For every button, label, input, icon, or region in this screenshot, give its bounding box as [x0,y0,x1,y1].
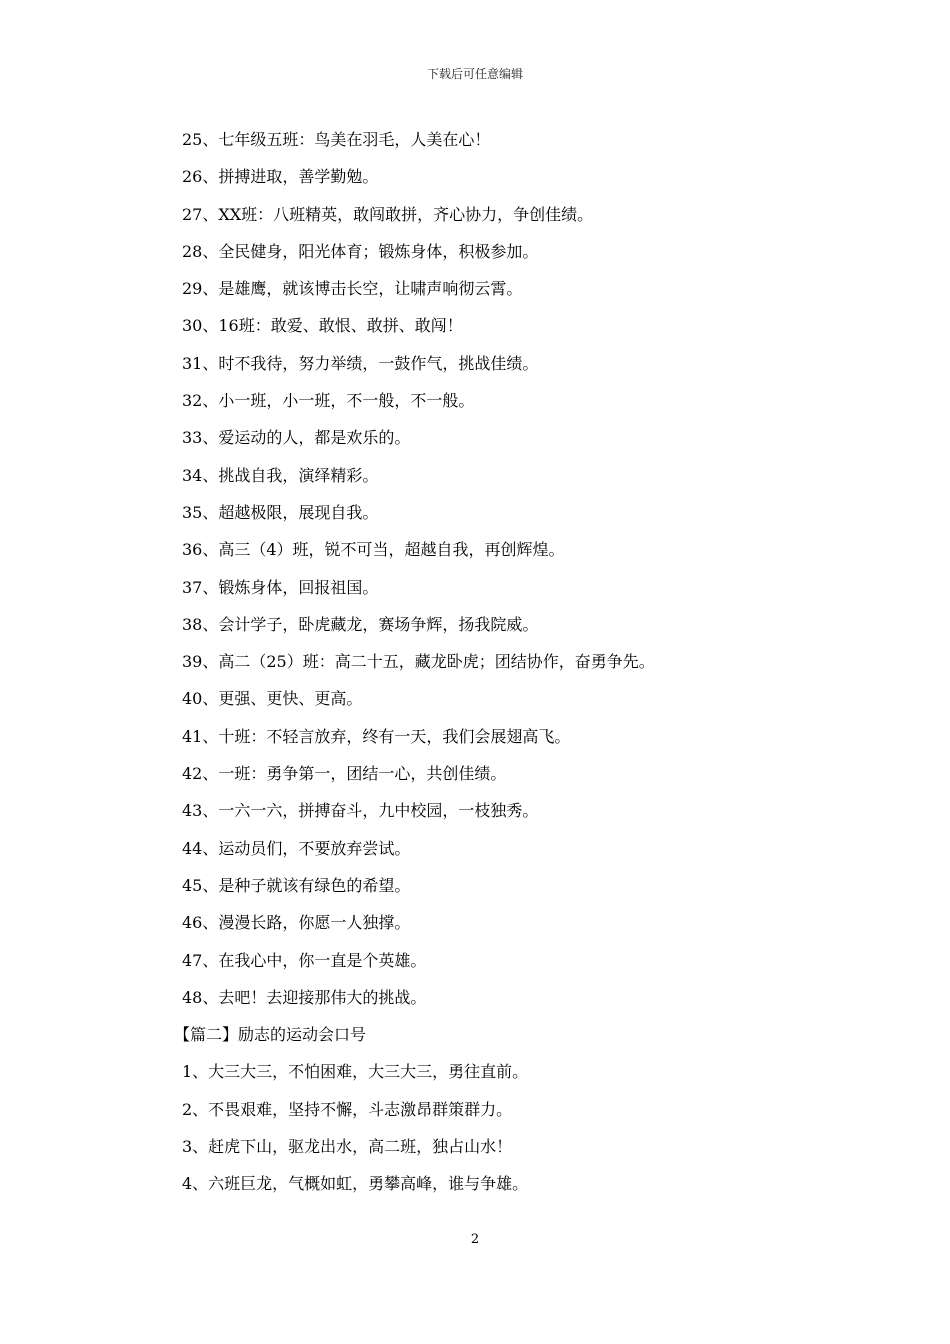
slogan-line: 25、七年级五班：鸟美在羽毛，人美在心！ [182,130,491,149]
slogan-line: 45、是种子就该有绿色的希望。 [182,875,411,895]
slogan-line: 37、锻炼身体，回报祖国。 [182,577,379,597]
document-body [174,121,902,1203]
slogan-line: 47、在我心中，你一直是个英雄。 [182,950,427,970]
slogan-line: 29、是雄鹰，就该博击长空，让啸声响彻云霄。 [182,279,523,299]
slogan-line: 46、漫漫长路，你愿一人独撑。 [182,913,411,933]
slogan-line: 35、超越极限，展现自我。 [182,502,379,522]
slogan-line: 33、爱运动的人，都是欢乐的。 [182,428,411,448]
slogan-line: 2、不畏艰难，坚持不懈，斗志激昂群策群力。 [182,1099,513,1119]
slogan-line: 43、一六一六，拼搏奋斗，九中校园，一枝独秀。 [182,801,539,821]
slogan-line: 41、十班：不轻言放弃，终有一天，我们会展翅高飞。 [182,726,571,746]
slogan-line: 28、全民健身，阳光体育；锻炼身体，积极参加。 [182,241,539,261]
slogan-line: 26、拼搏进取，善学勤勉。 [182,167,379,187]
section-heading: 【篇二】励志的运动会口号 [174,1025,367,1045]
slogan-line: 36、高三（4）班，锐不可当，超越自我，再创辉煌。 [182,540,565,560]
slogan-line: 42、一班：勇争第一，团结一心，共创佳绩。 [182,764,507,784]
slogan-line: 44、运动员们，不要放弃尝试。 [182,838,411,858]
slogan-line: 1、大三大三，不怕困难，大三大三，勇往直前。 [182,1062,529,1082]
slogan-line: 30、16班：敢爱、敢恨、敢拼、敢闯！ [182,316,463,336]
slogan-line: 38、会计学子，卧虎藏龙，赛场争辉，扬我院威。 [182,614,539,634]
slogan-line: 4、六班巨龙，气概如虹，勇攀高峰，谁与争雄。 [182,1174,529,1194]
slogan-line: 39、高二（25）班：高二十五，藏龙卧虎；团结协作，奋勇争先。 [182,652,655,672]
page-number: 2 [470,1232,480,1247]
slogan-line: 31、时不我待，努力举绩，一鼓作气，挑战佳绩。 [182,353,539,373]
page-header: 下载后可任意编辑 [426,67,523,81]
slogan-line: 3、赶虎下山，驱龙出水，高二班，独占山水！ [182,1137,513,1157]
slogan-line: 40、更强、更快、更高。 [182,689,363,709]
slogan-line: 27、XX班：八班精英，敢闯敢拼，齐心协力，争创佳绩。 [182,204,594,224]
slogan-line: 48、去吧！去迎接那伟大的挑战。 [182,987,427,1007]
slogan-line: 34、挑战自我，演绎精彩。 [182,465,379,485]
slogan-line: 32、小一班，小一班，不一般，不一般。 [182,391,475,411]
